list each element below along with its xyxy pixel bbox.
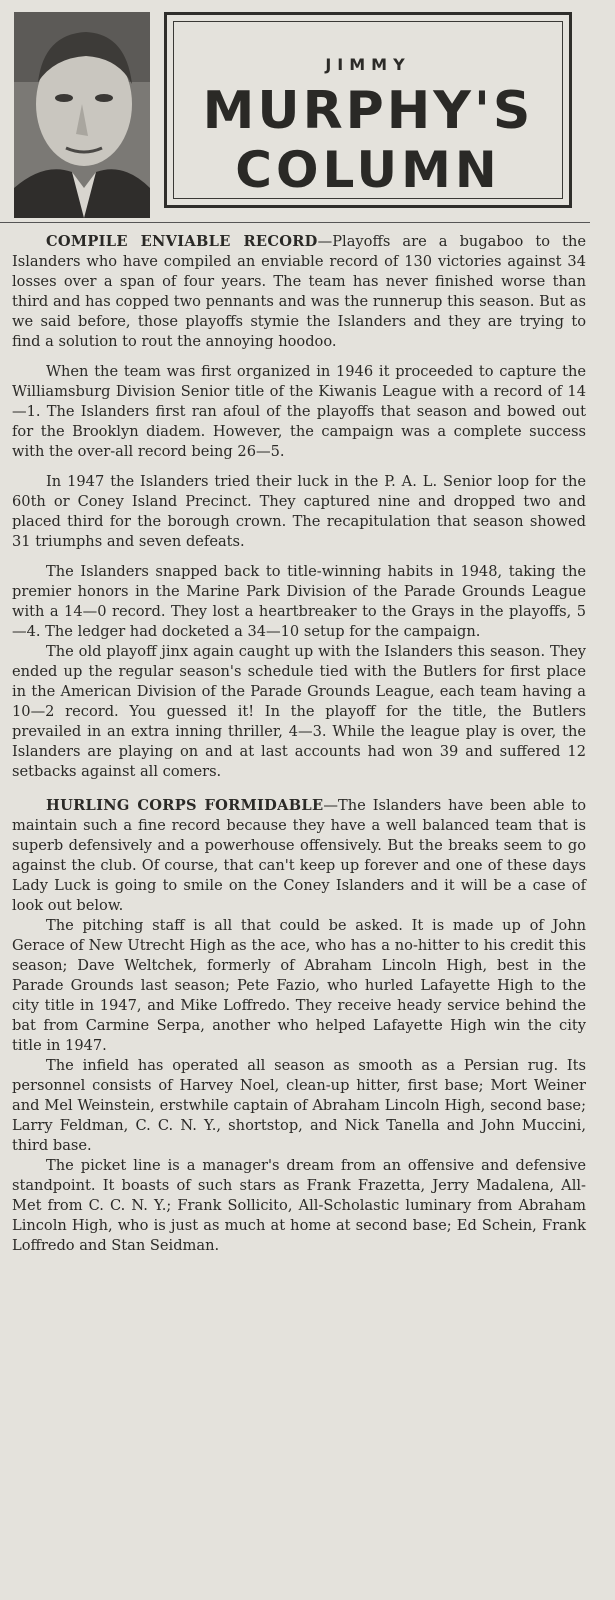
paragraph-1	[12, 232, 586, 352]
paragraph-2: When the team was first organized in 1946 it proceeded to capture the Williamsburg Division Senior title of the Kiwanis League with a record of 14—1. The Islanders first ran afoul of the playoffs that season and bowed out for the Brooklyn diadem. However, the campaign was a complete success with the over-all record being 26—5.	[12, 363, 586, 460]
paragraph-1-text: —Playoffs are a bugaboo to the Islanders who have compiled an enviable record of 130 victories against 34 losses over a span of four years. The team has never finished worse than third and has copped two pennants and was the runnerup this season. But as we said before, those playoffs stymie the Islanders and they are trying to find a solution to rout the annoying hoodoo.	[12, 233, 586, 350]
columnist-portrait	[14, 12, 150, 218]
header-rule	[0, 222, 590, 223]
column-title-box	[164, 12, 572, 208]
paragraph-4: The Islanders snapped back to title-winning habits in 1948, taking the premier honors in the Marine Park Division of the Parade Grounds League with a 14—0 record. They lost a heartbreaker to the Grays in the playoffs, 5—4. The ledger had docketed a 34—10 setup for the campaign.	[12, 563, 586, 640]
column-title-line-1: MURPHY'S	[202, 81, 534, 141]
subhead-hurling-corps-formidable: HURLING CORPS FORMIDABLE	[46, 797, 324, 814]
article-body	[12, 232, 586, 1256]
paragraph-9: The picket line is a manager's dream from an offensive and defensive standpoint. It boasts of such stars as Frank Frazetta, Jerry Madalena, All-Met from C. C. N. Y.; Frank Sollicito, All-Scholastic luminary from Abraham Lincoln High, who is just as much at home at second base; Ed Schein, Frank Loffredo and Stan Seidman.	[12, 1157, 586, 1254]
column-title-line-2: COLUMN	[235, 141, 501, 199]
paragraph-5: The old playoff jinx again caught up with the Islanders this season. They ended up the regular season's schedule tied with the Butlers for first place in the American Division of the Parade Grounds League, each team having a 10—2 record. You guessed it! In the playoff for the title, the Butlers prevailed in an extra inning thriller, 4—3. While the league play is over, the Islanders are playing on and at last accounts had won 39 and suffered 12 setbacks against all comers.	[12, 643, 586, 780]
columnist-first-name: JIMMY	[325, 55, 411, 74]
paragraph-8: The infield has operated all season as smooth as a Persian rug. Its personnel consists of Harvey Noel, clean-up hitter, first base; Mort Weiner and Mel Weinstein, erstwhile captain of Abraham Lincoln High, second base; Larry Feldman, C. C. N. Y., shortstop, and Nick Tanella and John Muccini, third base.	[12, 1057, 586, 1154]
column-header	[0, 0, 615, 222]
portrait-photo	[14, 12, 150, 218]
paragraph-6	[12, 796, 586, 916]
paragraph-7: The pitching staff is all that could be asked. It is made up of John Gerace of New Utrecht High as the ace, who has a no-hitter to his credit this season; Dave Weltchek, formerly of Abraham Lincoln High, best in the Parade Grounds last season; Pete Fazio, who hurled Lafayette High to the city title in 1947, and Mike Loffredo. They receive heady service behind the bat from Carmine Serpa, another who helped Lafayette High win the city title in 1947.	[12, 917, 586, 1054]
subhead-compile-enviable-record: COMPILE ENVIABLE RECORD	[46, 233, 318, 250]
paragraph-6-text: —The Islanders have been able to maintain such a fine record because they have a well balanced team that is superb defensively and a powerhouse offensively. But the breaks seem to go against the club. Of course, that can't keep up forever and one of these days Lady Luck is going to smile on the Coney Islanders and it will be a case of look out below.	[12, 797, 587, 914]
paragraph-3: In 1947 the Islanders tried their luck in the P. A. L. Senior loop for the 60th or Coney Island Precinct. They captured nine and dropped two and placed third for the borough crown. The recapitulation that season showed 31 triumphs and seven defeats.	[12, 473, 586, 550]
